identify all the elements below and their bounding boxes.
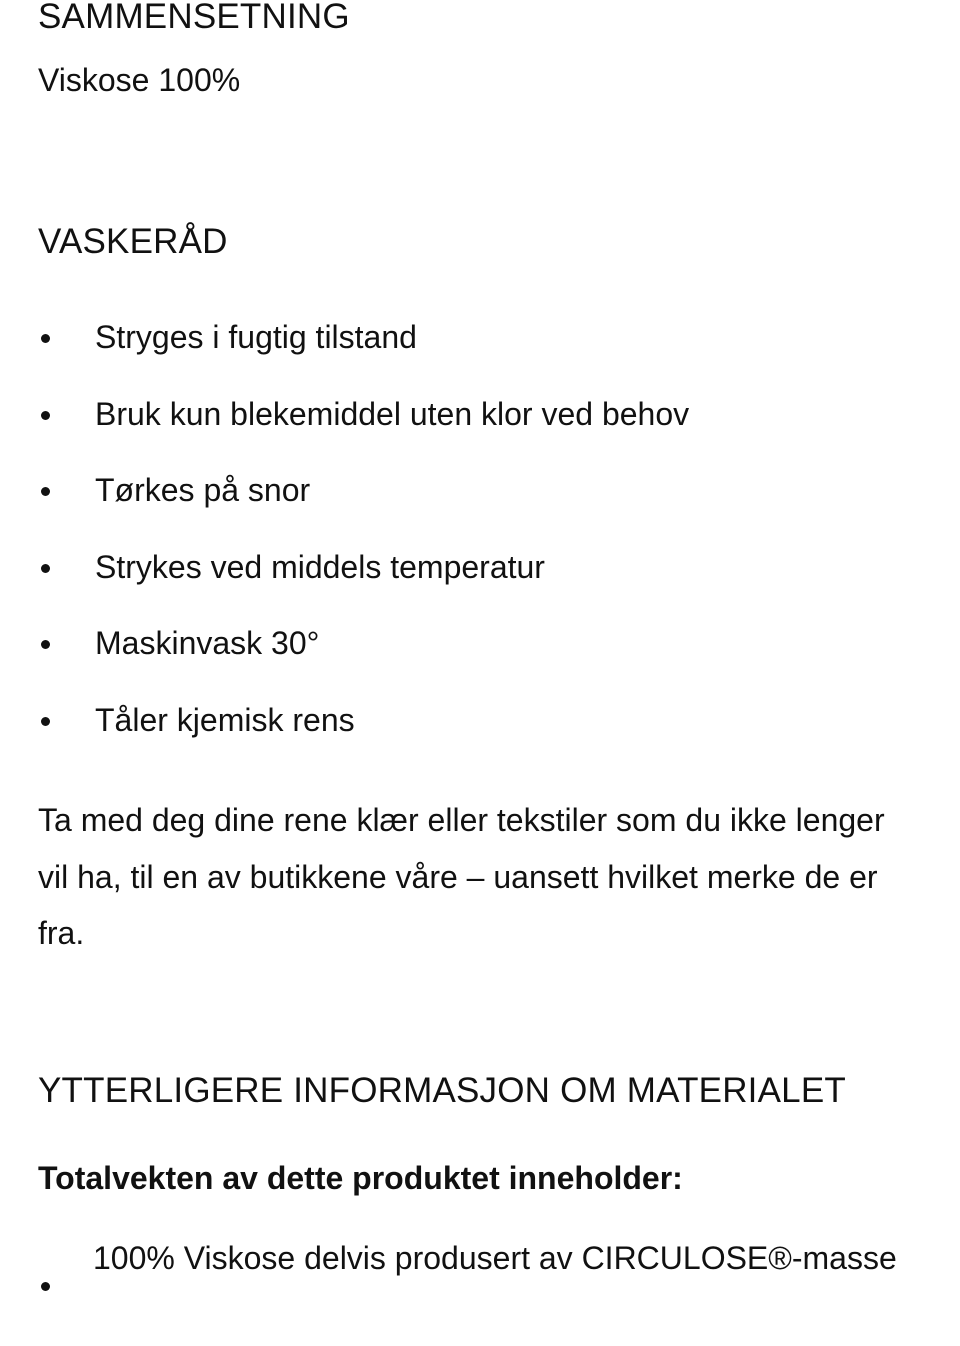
bullet-icon: [41, 487, 50, 496]
care-heading: VASKERÅD: [38, 222, 228, 261]
list-item: [0, 466, 960, 543]
care-instruction-label: Tåler kjemisk rens: [95, 701, 355, 738]
list-item: [0, 1230, 960, 1340]
material-composition-label: 100% Viskose delvis produsert av CIRCULOSE®-masse: [93, 1240, 897, 1276]
care-instruction-label: Maskinvask 30°: [95, 625, 320, 662]
list-item: [0, 619, 960, 696]
bullet-icon: [41, 564, 50, 573]
care-instruction-label: Stryges i fugtig tilstand: [95, 319, 417, 355]
material-info-heading: YTTERLIGERE INFORMASJON OM MATERIALET: [38, 1071, 846, 1110]
bullet-icon: [41, 640, 50, 649]
recycling-paragraph: Ta med deg dine rene klær eller tekstiler som du ikke lenger vil ha, til en av butikkene våre – uansett hvilket merke de er fra.: [38, 802, 885, 951]
care-instruction-label: Bruk kun blekemiddel uten klor ved behov: [95, 395, 690, 432]
list-item: [0, 313, 960, 390]
composition-value: Viskose 100%: [38, 62, 241, 98]
list-item: [0, 390, 960, 467]
bullet-icon: [41, 411, 50, 420]
care-instruction-label: Strykes ved middels temperatur: [95, 548, 545, 585]
material-info-subheading: Totalvekten av dette produktet inneholder:: [38, 1160, 683, 1196]
list-item: [0, 543, 960, 620]
bullet-icon: [41, 1282, 50, 1291]
care-instructions-list: [0, 313, 960, 773]
bullet-icon: [41, 334, 50, 343]
bullet-icon: [41, 717, 50, 726]
composition-heading: SAMMENSETNING: [38, 0, 350, 36]
list-item: [0, 696, 960, 773]
care-instruction-label: Tørkes på snor: [95, 472, 311, 509]
